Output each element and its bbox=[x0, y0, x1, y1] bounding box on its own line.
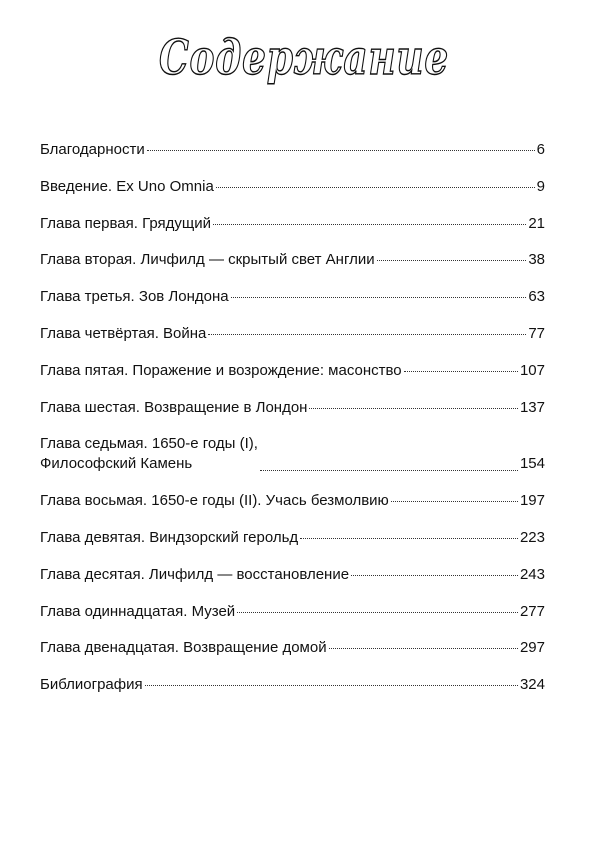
dot-leader bbox=[147, 150, 535, 151]
toc-entry-title-line1: Глава седьмая. 1650-е годы (I), bbox=[40, 435, 258, 453]
toc-entry-page: 297 bbox=[519, 639, 545, 657]
toc-entry bbox=[40, 324, 545, 344]
dot-leader bbox=[404, 371, 518, 372]
toc-entry bbox=[40, 528, 545, 548]
dot-leader bbox=[309, 408, 518, 409]
toc-entry bbox=[40, 140, 545, 160]
dot-leader bbox=[351, 575, 518, 576]
toc-entry-title: Библиография bbox=[40, 676, 143, 694]
toc-entry-title: Глава шестая. Возвращение в Лондон bbox=[40, 398, 308, 416]
toc-entry bbox=[40, 602, 545, 622]
toc-entry-title: Введение. Ex Uno Omnia bbox=[40, 177, 214, 195]
toc-entry-page: 63 bbox=[528, 288, 545, 306]
page-title: Содержание bbox=[158, 30, 450, 86]
toc-entry-title: Глава четвёртая. Война bbox=[40, 324, 207, 342]
toc-entry-title: Глава двенадцатая. Возвращение домой bbox=[40, 639, 327, 657]
dot-leader bbox=[208, 334, 526, 335]
toc-entry bbox=[40, 361, 545, 381]
dot-leader bbox=[237, 612, 518, 613]
dot-leader bbox=[391, 501, 518, 502]
dot-leader bbox=[260, 470, 518, 471]
toc-entry-page: 243 bbox=[519, 565, 545, 583]
toc-entry-page: 9 bbox=[536, 177, 545, 195]
toc-entry-title: Глава третья. Зов Лондона bbox=[40, 288, 229, 306]
toc-entry-title bbox=[40, 434, 258, 474]
toc-entry-page: 38 bbox=[528, 251, 545, 269]
toc-entry bbox=[40, 250, 545, 270]
toc-entry-title: Глава первая. Грядущий bbox=[40, 214, 212, 232]
toc-entry-page: 137 bbox=[519, 398, 545, 416]
toc-entry-page: 324 bbox=[519, 676, 545, 694]
toc-entry-title: Глава пятая. Поражение и возрождение: масонство bbox=[40, 361, 402, 379]
toc-entry bbox=[40, 287, 545, 307]
toc-entry-title: Глава одиннадцатая. Музей bbox=[40, 602, 236, 620]
dot-leader bbox=[231, 297, 527, 298]
toc-entry-title: Глава вторая. Личфилд — скрытый свет Англии bbox=[40, 251, 375, 269]
toc-entry bbox=[40, 177, 545, 197]
dot-leader bbox=[216, 187, 535, 188]
table-of-contents bbox=[40, 140, 545, 712]
dot-leader bbox=[300, 538, 518, 539]
toc-entry bbox=[40, 434, 545, 474]
toc-entry-title: Благодарности bbox=[40, 141, 145, 158]
toc-entry-page: 197 bbox=[519, 492, 545, 510]
toc-entry bbox=[40, 214, 545, 234]
dot-leader bbox=[377, 260, 527, 261]
toc-entry bbox=[40, 491, 545, 511]
toc-entry bbox=[40, 565, 545, 585]
toc-entry-page: 21 bbox=[528, 214, 545, 232]
toc-entry bbox=[40, 398, 545, 418]
toc-entry-title: Глава десятая. Личфилд — восстановление bbox=[40, 565, 350, 583]
toc-entry-title: Глава восьмая. 1650-е годы (II). Учась безмолвию bbox=[40, 492, 389, 510]
dot-leader bbox=[145, 685, 518, 686]
toc-entry bbox=[40, 675, 545, 695]
toc-entry bbox=[40, 638, 545, 658]
dot-leader bbox=[213, 224, 526, 225]
toc-entry-page: 77 bbox=[528, 324, 545, 342]
toc-entry-title-line2: Философский Камень bbox=[40, 455, 193, 473]
toc-entry-page: 6 bbox=[536, 141, 545, 158]
toc-entry-title: Глава девятая. Виндзорский герольд bbox=[40, 528, 299, 546]
toc-entry-page: 277 bbox=[519, 602, 545, 620]
toc-entry-page: 154 bbox=[519, 455, 545, 473]
toc-entry-page: 223 bbox=[519, 528, 545, 546]
dot-leader bbox=[329, 648, 518, 649]
toc-entry-page: 107 bbox=[519, 361, 545, 379]
